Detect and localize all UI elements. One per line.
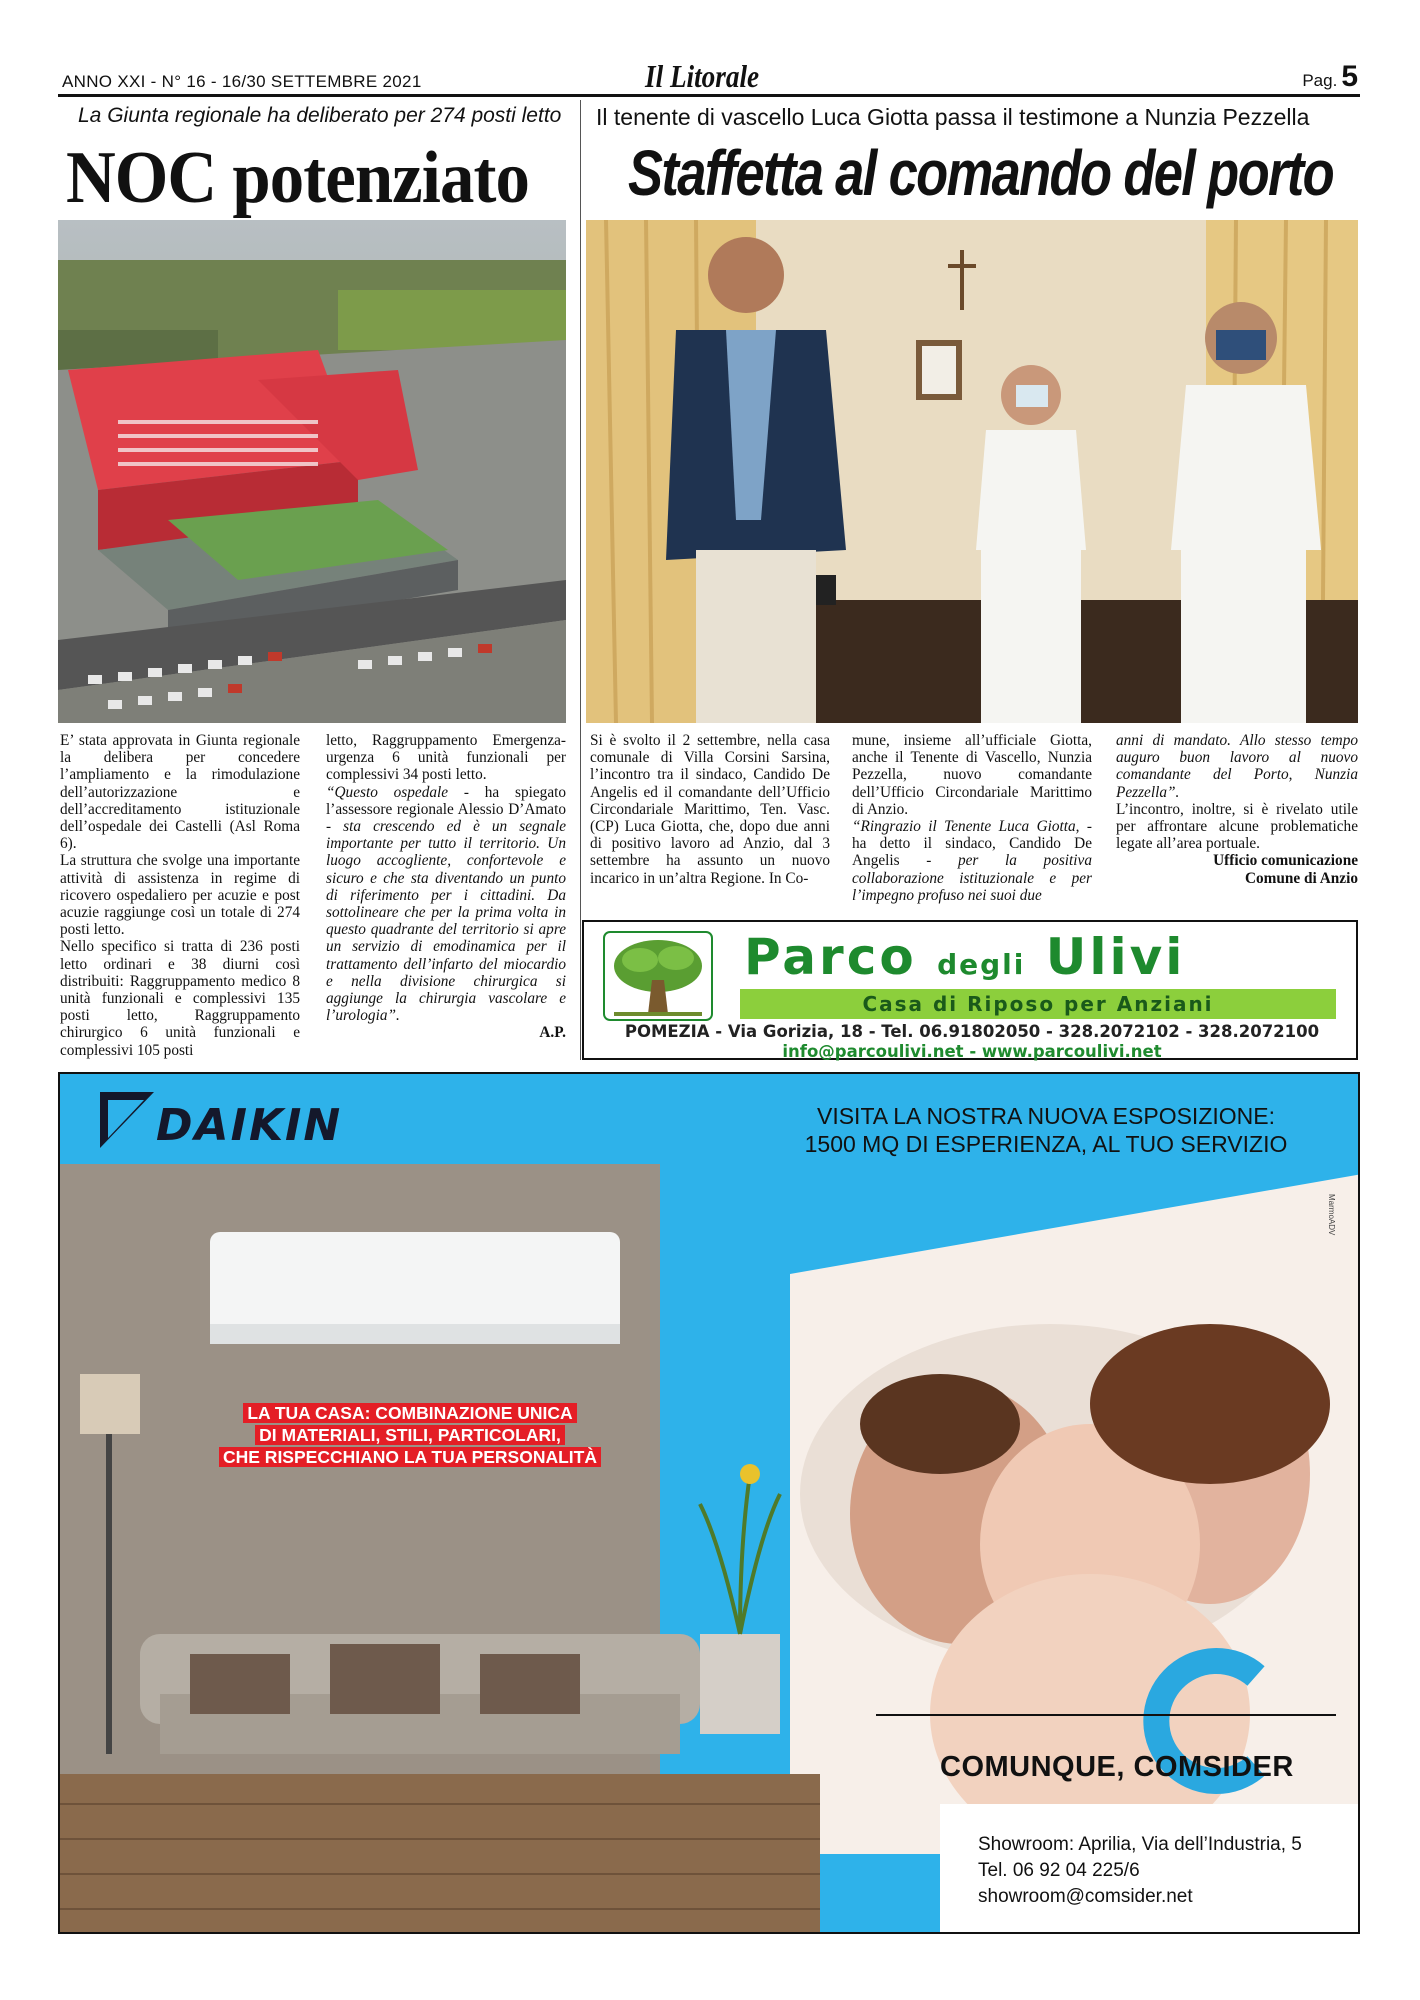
showroom-contact: Tel. 06 92 04 225/6 showroom@comsider.net xyxy=(978,1860,1193,1907)
left-article-col-2 xyxy=(326,732,566,1042)
showroom-info xyxy=(978,1832,1358,1910)
ulivi-title xyxy=(744,928,1185,986)
attribution: - ha spiegato l’assessore regionale Alessio D’Amato - xyxy=(326,783,567,836)
right-article-col-2 xyxy=(852,732,1092,904)
visit-line-1: VISITA LA NOSTRA NUOVA ESPOSIZIONE: xyxy=(816,1103,1275,1129)
right-article-col-3 xyxy=(1116,732,1358,887)
page-number: 5 xyxy=(1341,60,1358,93)
paragraph: E’ stata approvata in Giunta regionale la delibera per concedere l’ampliamento e la rimodulazione dell’autorizzazione e dell’accreditamento istituzionale dell’ospedale dei Castelli (Asl Roma 6). xyxy=(60,732,300,853)
ulivi-title-a: Parco xyxy=(744,928,938,986)
port-command-photo xyxy=(586,220,1358,723)
slogan-line-1: LA TUA CASA: COMBINAZIONE UNICA xyxy=(243,1403,576,1423)
newspaper-title: Il Litorale xyxy=(645,58,760,94)
showroom-announcement xyxy=(766,1102,1326,1158)
quote-open: “Questo ospedale xyxy=(326,783,449,801)
right-article-kicker: Il tenente di vascello Luca Giotta passa il testimone a Nunzia Pezzella xyxy=(596,104,1310,130)
quote: per la positiva collaborazione istituzionale e per l’impegno profuso nei suoi due xyxy=(852,852,1092,904)
ulivi-address: POMEZIA - Via Gorizia, 18 - Tel. 06.91802050 - 328.2072102 - 328.2072100 xyxy=(624,1022,1320,1041)
quote: anni di mandato. Allo stesso tempo auguro buon lavoro al nuovo comandante del Porto, Nunzia Pezzella”. xyxy=(1116,732,1358,801)
slogan-line-3: CHE RISPECCHIANO LA TUA PERSONALITÀ xyxy=(219,1447,601,1467)
page-label: Pag. xyxy=(1302,71,1338,90)
page-indicator xyxy=(1302,60,1358,94)
ulivi-title-b: degli xyxy=(937,948,1026,981)
ad-credit: MarmoADV xyxy=(1327,1194,1336,1236)
daikin-comsider-ad xyxy=(58,1072,1360,1934)
ad-background xyxy=(60,1074,1360,1934)
ulivi-web: info@parcoulivi.net - www.parcoulivi.net xyxy=(782,1042,1162,1061)
slogan-line-2: DI MATERIALI, STILI, PARTICOLARI, xyxy=(255,1425,565,1445)
left-article-kicker: La Giunta regionale ha deliberato per 274 posti letto xyxy=(78,104,562,127)
ad-slogan xyxy=(180,1402,640,1468)
daikin-symbol-icon xyxy=(100,1092,154,1148)
ulivi-ad xyxy=(582,920,1358,1060)
visit-line-2: 1500 MQ DI ESPERIENZA, AL TUO SERVIZIO xyxy=(804,1131,1288,1157)
paragraph: letto, Raggruppamento Emergenza-urgenza 6 unità funzionali per complessivi 34 posti letto. xyxy=(326,732,566,784)
right-article-col-1 xyxy=(590,732,830,887)
column-divider xyxy=(580,100,581,1060)
paragraph: Si è svolto il 2 settembre, nella casa comunale di Villa Corsini Sarsina, l’incontro tra il sindaco, Candido De Angelis ed il comandante dell’Ufficio Circondariale Marittimo, Ten. Vasc. (CP) Luca Giotta, che, dopo due anni di positivo lavoro ad Anzio, dal 3 settembre ha assunto un nuovo incarico in un’altra Regione. In Co- xyxy=(590,732,830,887)
daikin-logo: DAIKIN xyxy=(156,1100,343,1151)
paragraph: L’incontro, inoltre, si è rivelato utile per affrontare alcune problematiche legate all’area portuale. xyxy=(1116,800,1358,853)
left-article-col-1 xyxy=(60,732,300,1059)
olive-tree-icon xyxy=(598,930,718,1022)
left-article-headline: NOC potenziato xyxy=(66,137,529,219)
quote: sta crescendo ed è un segnale importante per tutto il territorio. Un luogo accogliente, confortevole e sicuro e che sta diventando un punto di riferimento per i cittadini. Da sottolineare che per la prima volta in questo quadrante del territorio si apre un servizio di emodinamica per il trattamento dell’infarto del miocardio e nella divisione chirurgica si aggiunge la chirurgia vascolare e l’urologia”. xyxy=(326,818,566,1025)
attribution: - ha detto il sindaco, Candido De Angelis - xyxy=(852,818,1092,870)
showroom-address: Showroom: Aprilia, Via dell’Industria, 5 xyxy=(978,1834,1302,1855)
left-article-signature: A.P. xyxy=(539,1024,566,1042)
quote-open: “Ringrazio il Tenente Luca Giotta, xyxy=(852,818,1080,836)
ulivi-subtitle: Casa di Riposo per Anziani xyxy=(740,989,1336,1019)
paragraph: La struttura che svolge una importante attività di assistenza in regime di ricovero ospedaliero per acuzie e post acuzie raggiunge così un totale di 274 posti letto. xyxy=(60,852,300,939)
header-rule xyxy=(58,94,1360,97)
right-article-headline: Staffetta al comando del porto xyxy=(628,137,1334,209)
paragraph: Nello specifico si tratta di 236 posti letto ordinari e 38 diurni così distribuiti: Raggruppamento medico 8 unità funzionali e complessivi 135 posti letto, Raggruppamento chirurgico 6 unità funzionali e complessivi 105 posti xyxy=(60,938,300,1059)
paragraph: mune, insieme all’ufficiale Giotta, anche il Tenente di Vascello, Nunzia Pezzella, nuovo comandante dell’Ufficio Circondariale Marittimo di Anzio. xyxy=(852,732,1092,818)
ulivi-title-c: Ulivi xyxy=(1025,928,1186,986)
comsider-brand: COMUNQUE, COMSIDER xyxy=(940,1751,1294,1783)
hospital-aerial-photo xyxy=(58,220,566,723)
right-article-signature-1: Ufficio comunicazione xyxy=(1213,852,1358,870)
right-article-signature-2: Comune di Anzio xyxy=(1244,869,1358,887)
issue-info: ANNO XXI - N° 16 - 16/30 SETTEMBRE 2021 xyxy=(62,72,422,91)
